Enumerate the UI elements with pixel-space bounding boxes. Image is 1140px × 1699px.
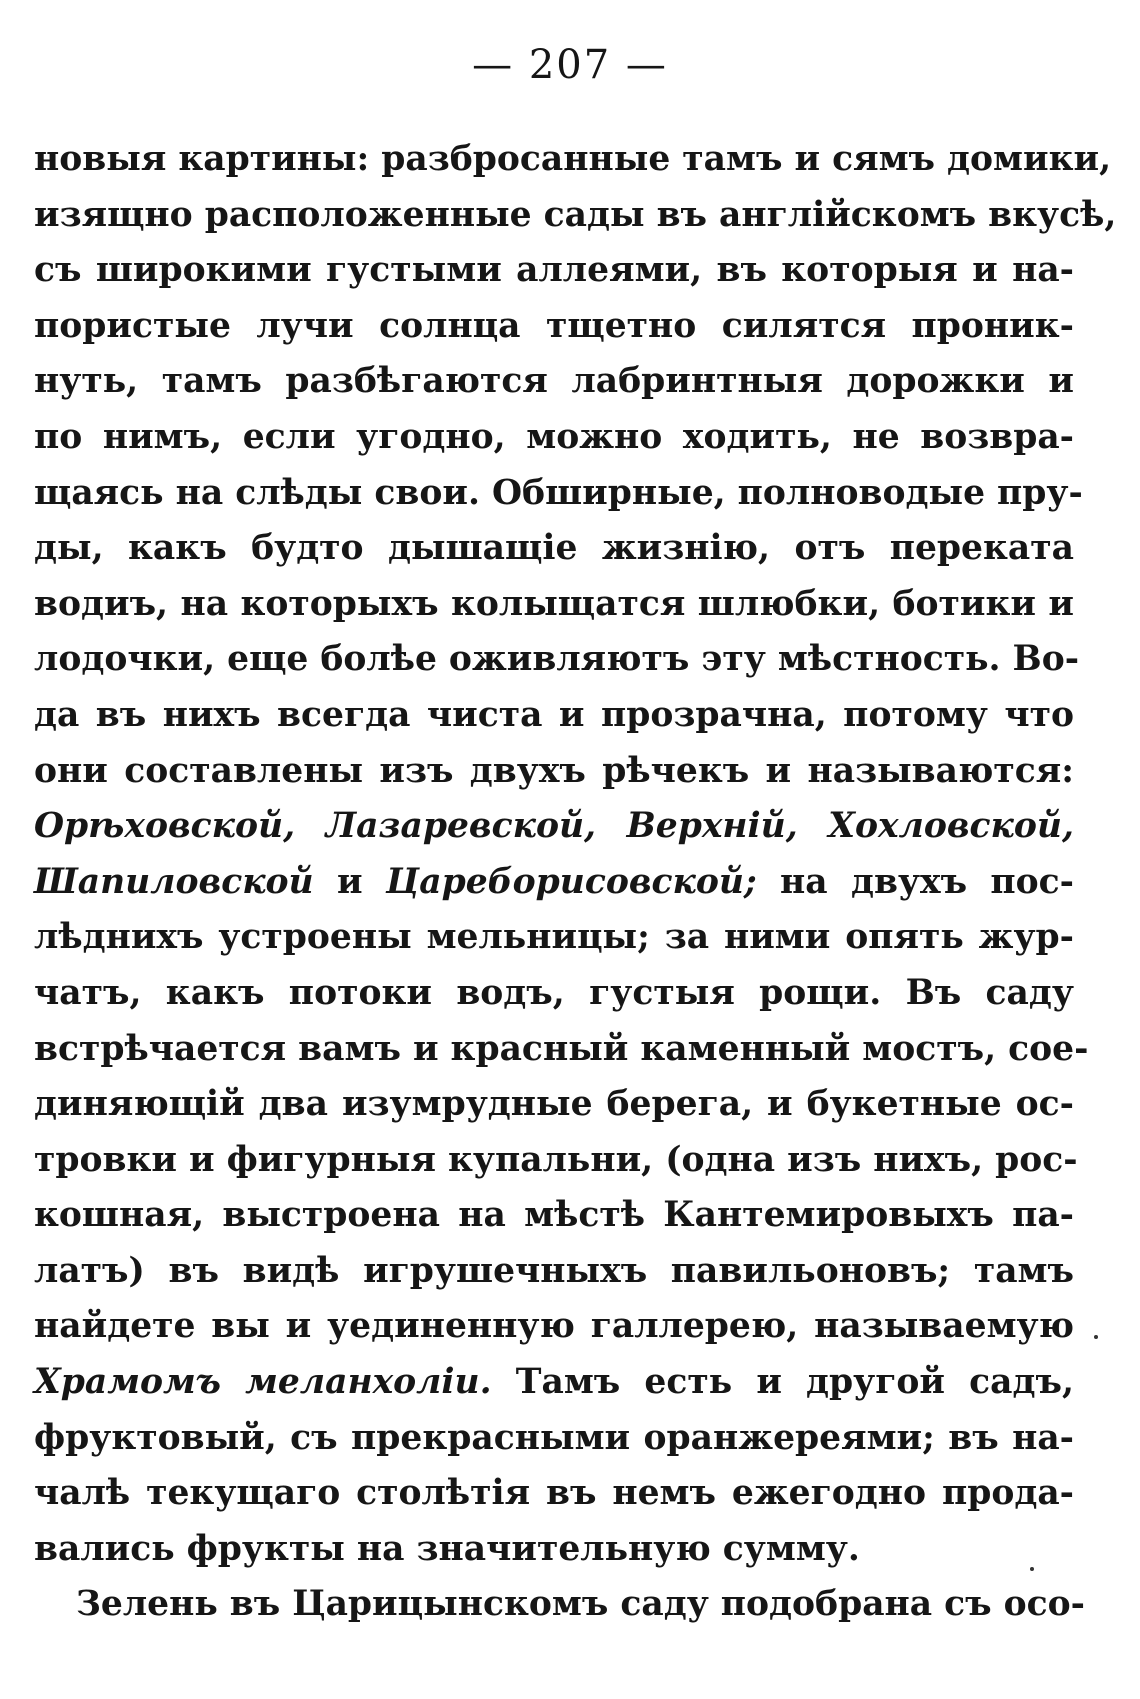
text-segment: новыя картины: разбросанные тамъ и сямъ домики, — [34, 139, 1112, 179]
text-line — [34, 1466, 1074, 1522]
page-number: — 207 — — [472, 42, 668, 88]
text-line — [34, 799, 1074, 855]
text-line — [34, 1577, 1085, 1633]
text-segment: лодочки, еще болѣе оживляютъ эту мѣстность. Во- — [34, 639, 1080, 680]
text-line — [34, 521, 1074, 577]
text-line — [34, 410, 1074, 466]
text-segment: Тамъ есть и другой садъ, — [491, 1362, 1074, 1403]
text-segment: фруктовый, съ прекрасными оранжереями; въ на- — [34, 1417, 1074, 1458]
text-line — [34, 132, 1112, 188]
text-line — [34, 466, 1083, 522]
text-segment: лѣднихъ устроены мельницы; за ними опять жур- — [34, 917, 1074, 958]
body-text — [34, 132, 1117, 1633]
text-segment: они составлены изъ двухъ рѣчекъ и называются: — [34, 750, 1074, 791]
text-segment: щаясь на слѣды свои. Обширные, полноводые пру- — [34, 472, 1083, 513]
text-segment: пористые лучи солнца тщетно силятся проник- — [34, 305, 1074, 346]
text-segment: нуть, тамъ разбѣгаются лабринтныя дорожки и — [34, 361, 1074, 402]
text-line — [34, 354, 1074, 410]
text-line — [34, 1411, 1074, 1467]
text-line — [34, 632, 1080, 688]
text-line — [34, 1244, 1074, 1300]
text-segment — [798, 806, 829, 846]
italic-text: Верхній, — [626, 806, 798, 847]
text-segment: изящно расположенные сады въ англійскомъ вкусѣ, — [34, 194, 1117, 235]
text-line — [34, 1355, 1074, 1411]
text-segment — [295, 806, 326, 846]
text-line — [34, 1522, 1074, 1578]
italic-text: Храмомъ меланхоліи. — [34, 1362, 492, 1403]
text-segment: ды, какъ будто дышащіе жизнію, отъ переката — [34, 528, 1074, 569]
text-segment — [596, 806, 627, 846]
text-line — [34, 299, 1074, 355]
text-line — [34, 188, 1117, 244]
text-segment: съ широкими густыми аллеями, въ которыя и на- — [34, 250, 1074, 291]
text-segment: чатъ, какъ потоки водъ, густыя рощи. Въ саду — [34, 972, 1074, 1013]
text-segment: диняющій два изумрудные берега, и букетные ос- — [34, 1084, 1074, 1125]
text-line — [34, 855, 1074, 911]
text-line — [34, 1299, 1074, 1355]
text-segment: тровки и фигурныя купальни, (одна изъ нихъ, рос- — [34, 1139, 1078, 1180]
text-segment: встрѣчается вамъ и красный каменный мостъ, сое- — [34, 1028, 1089, 1069]
text-line — [34, 688, 1074, 744]
text-line — [34, 243, 1074, 299]
italic-text: Шапиловской — [34, 861, 314, 902]
italic-text: Хохловской, — [828, 806, 1075, 847]
print-speck — [1030, 1567, 1034, 1571]
italic-text: Орѣховской, — [34, 806, 296, 847]
text-line — [34, 966, 1074, 1022]
text-line — [34, 577, 1074, 633]
text-line — [34, 910, 1074, 966]
text-line — [34, 1133, 1078, 1189]
text-segment: латъ) въ видѣ игрушечныхъ павильоновъ; тамъ — [34, 1250, 1074, 1291]
text-line — [34, 1188, 1074, 1244]
text-segment: кошная, выстроена на мѣстѣ Кантемировыхъ па- — [34, 1195, 1074, 1236]
print-speck — [1094, 1335, 1098, 1339]
text-segment: Зелень въ Царицынскомъ саду подобрана съ осо- — [76, 1584, 1085, 1625]
text-segment: на двухъ пос- — [756, 861, 1074, 902]
text-segment: вались фрукты на значительную сумму. — [34, 1528, 860, 1569]
italic-text: Лазаревской, — [325, 806, 597, 847]
text-segment: водиъ, на которыхъ колыщатся шлюбки, ботики и — [34, 583, 1074, 624]
text-line — [34, 744, 1074, 800]
text-segment: чалѣ текущаго столѣтія въ немъ ежегодно прода- — [34, 1473, 1074, 1514]
text-segment: по нимъ, если угодно, можно ходить, не возвра- — [34, 416, 1074, 457]
text-line — [34, 1022, 1089, 1078]
text-segment: да въ нихъ всегда чиста и прозрачна, потому что — [34, 694, 1074, 735]
text-segment: найдете вы и уединенную галлерею, называемую — [34, 1306, 1074, 1347]
text-line — [34, 1077, 1074, 1133]
italic-text: Цареборисовской; — [385, 861, 757, 902]
text-segment: и — [313, 861, 386, 902]
